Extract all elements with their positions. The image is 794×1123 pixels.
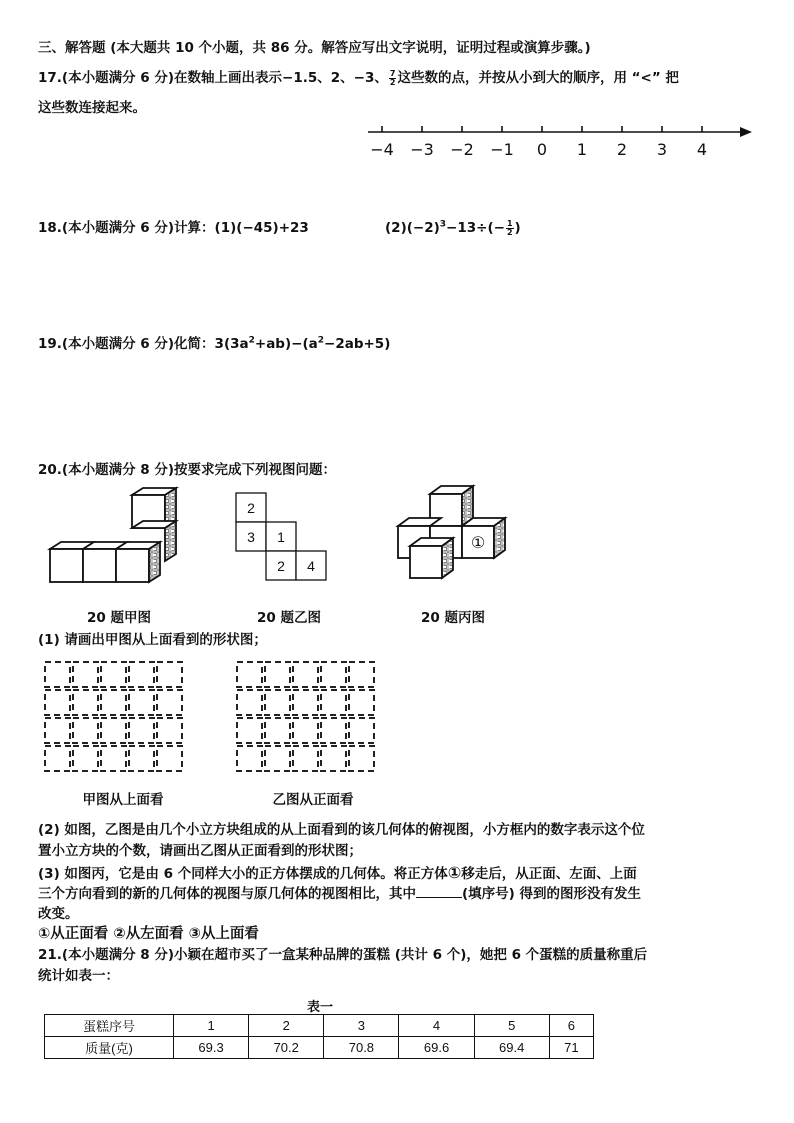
grid-b-caption: 乙图从正面看 [272,792,354,808]
table-row [45,1037,594,1059]
grid-cell[interactable] [101,662,126,687]
number-line-tick-label: −3 [410,140,434,159]
table-title: 表一 [306,1000,333,1015]
number-line-tick-label: −1 [490,140,514,159]
number-line-tick-label: −2 [450,140,474,159]
grid-cell[interactable] [129,746,154,771]
fig-b-num: 3 [247,529,255,545]
grid-cell[interactable] [101,746,126,771]
figure-a-caption: 20 题甲图 [87,610,151,626]
grid-cell[interactable] [265,662,290,687]
grid-cell[interactable] [129,690,154,715]
table-header-cell: 质量(克) [45,1037,174,1059]
table-cell: 70.2 [249,1037,324,1059]
q17-line1 [38,68,679,89]
grid-cell[interactable] [321,690,346,715]
q21-line1: 21.(本小题满分 8 分)小颖在超市买了一盒某种品牌的蛋糕 (共计 6 个)，她把 6 个蛋糕的质量称重后 [38,947,648,963]
table-row [45,1015,594,1037]
q20-part2-line2: 置小立方块的个数，请画出乙图从正面看到的形状图； [38,843,362,859]
figure-b-grid [230,490,330,585]
q18-part2: $(2)(-2)^3-13\div(-$ $\frac{1}{2}$ ) [385,218,521,237]
number-line-tick-label: 0 [536,140,548,159]
grid-cell[interactable] [265,690,290,715]
table-cell: 69.6 [399,1037,474,1059]
grid-a-caption: 甲图从上面看 [82,792,164,808]
grid-cell[interactable] [129,718,154,743]
grid-cell[interactable] [73,690,98,715]
table-cell: 6 [549,1015,593,1037]
figure-c-caption: 20 题丙图 [421,610,485,626]
table-header-cell: 蛋糕序号 [45,1015,174,1037]
grid-cell[interactable] [157,746,182,771]
grid-cell[interactable] [321,746,346,771]
q20-part1: (1) 请画出甲图从上面看到的形状图； [38,632,267,648]
fig-b-num: 2 [247,500,255,516]
q17-line2: 这些数连接起来。 [38,100,146,116]
grid-cell[interactable] [73,718,98,743]
grid-cell[interactable] [101,718,126,743]
number-line-tick-label: 3 [656,140,668,159]
q17-fraction: $\frac{7}{2}$ [389,68,396,87]
grid-cell[interactable] [265,746,290,771]
grid-cell[interactable] [237,690,262,715]
grid-cell[interactable] [45,690,70,715]
q20-part2-line1: (2) 如图，乙图是由几个小立方块组成的从上面看到的该几何体的俯视图，小方框内的数字表示这个位 [38,822,645,838]
q20-title: 20.(本小题满分 8 分)按要求完成下列视图问题： [38,462,337,478]
grid-cell[interactable] [349,690,374,715]
answer-blank[interactable] [416,883,462,898]
table-cell: 4 [399,1015,474,1037]
grid-cell[interactable] [321,718,346,743]
number-line-tick-label: 4 [696,140,708,159]
q19-text: 19.(本小题满分 6 分)化简：$3(3a^2+ab)-(a^2-2ab+5)$ [38,335,391,352]
cube-front-row [50,542,160,582]
fig-b-num: 2 [277,558,285,574]
table-cell: 69.4 [474,1037,549,1059]
grid-cell[interactable] [45,718,70,743]
grid-cell[interactable] [237,746,262,771]
q20-options: ①从正面看 ②从左面看 ③从上面看 [38,926,259,942]
grid-cell[interactable] [129,662,154,687]
table-cell: 2 [249,1015,324,1037]
grid-cell[interactable] [293,718,318,743]
q20-part3-line2: 三个方向看到的新的几何体的视图与原几何体的视图相比，其中 (填序号) 得到的图形没有发生 [38,883,641,905]
table-cell: 3 [324,1015,399,1037]
grid-cell[interactable] [73,662,98,687]
grid-cell[interactable] [45,662,70,687]
figure-c-cubes [394,480,510,586]
cube-c-front [410,538,453,578]
fig-b-num: 4 [307,558,315,574]
section-heading: 三、解答题 (本大题共 10 个小题，共 86 分。解答应写出文字说明，证明过程或演算步骤。) [38,40,591,56]
figure-a-cubes [44,486,194,591]
q17-line1-post: 这些数的点，并按从小到大的顺序，用 “<” 把 [397,70,679,86]
grid-cell[interactable] [45,746,70,771]
cube-label: ① [470,533,486,552]
grid-cell[interactable] [293,690,318,715]
number-line [360,118,760,164]
q20-part3-line1: (3) 如图丙，它是由 6 个同样大小的正方体摆成的几何体。将正方体①移走后，从正面、左面、上面 [38,863,637,882]
grid-cell[interactable] [293,662,318,687]
table-cell: 70.8 [324,1037,399,1059]
number-line-tick-label: 2 [616,140,628,159]
fig-b-num: 1 [277,529,285,545]
cake-table [44,1014,594,1059]
q18-part1: 18.(本小题满分 6 分)计算：(1)(−45)+23 [38,220,309,236]
q18-fraction: $\frac{1}{2}$ [506,218,513,237]
q20-part3-line3: 改变。 [38,906,79,922]
grid-cell[interactable] [293,746,318,771]
answer-grid-a[interactable] [42,658,192,780]
table-cell: 71 [549,1037,593,1059]
q17-line1-pre: 17.(本小题满分 6 分)在数轴上画出表示−1.5、2、−3、 [38,70,388,86]
q21-line2: 统计如表一： [38,968,119,984]
table-cell: 69.3 [174,1037,249,1059]
grid-cell[interactable] [237,718,262,743]
grid-cell[interactable] [157,690,182,715]
grid-cell[interactable] [349,662,374,687]
number-line-tick-label: 1 [576,140,588,159]
grid-cell[interactable] [265,718,290,743]
grid-cell[interactable] [157,718,182,743]
table-cell: 1 [174,1015,249,1037]
figure-b-caption: 20 题乙图 [257,610,321,626]
number-line-tick-label: −4 [370,140,394,159]
grid-cell[interactable] [237,662,262,687]
arrow-right-icon [740,127,752,137]
grid-cell[interactable] [349,746,374,771]
grid-cell[interactable] [349,718,374,743]
grid-cell[interactable] [321,662,346,687]
grid-cell[interactable] [73,746,98,771]
table-cell: 5 [474,1015,549,1037]
grid-cell[interactable] [157,662,182,687]
answer-grid-b[interactable] [234,658,384,780]
grid-cell[interactable] [101,690,126,715]
cube-c-labelled [462,518,505,558]
